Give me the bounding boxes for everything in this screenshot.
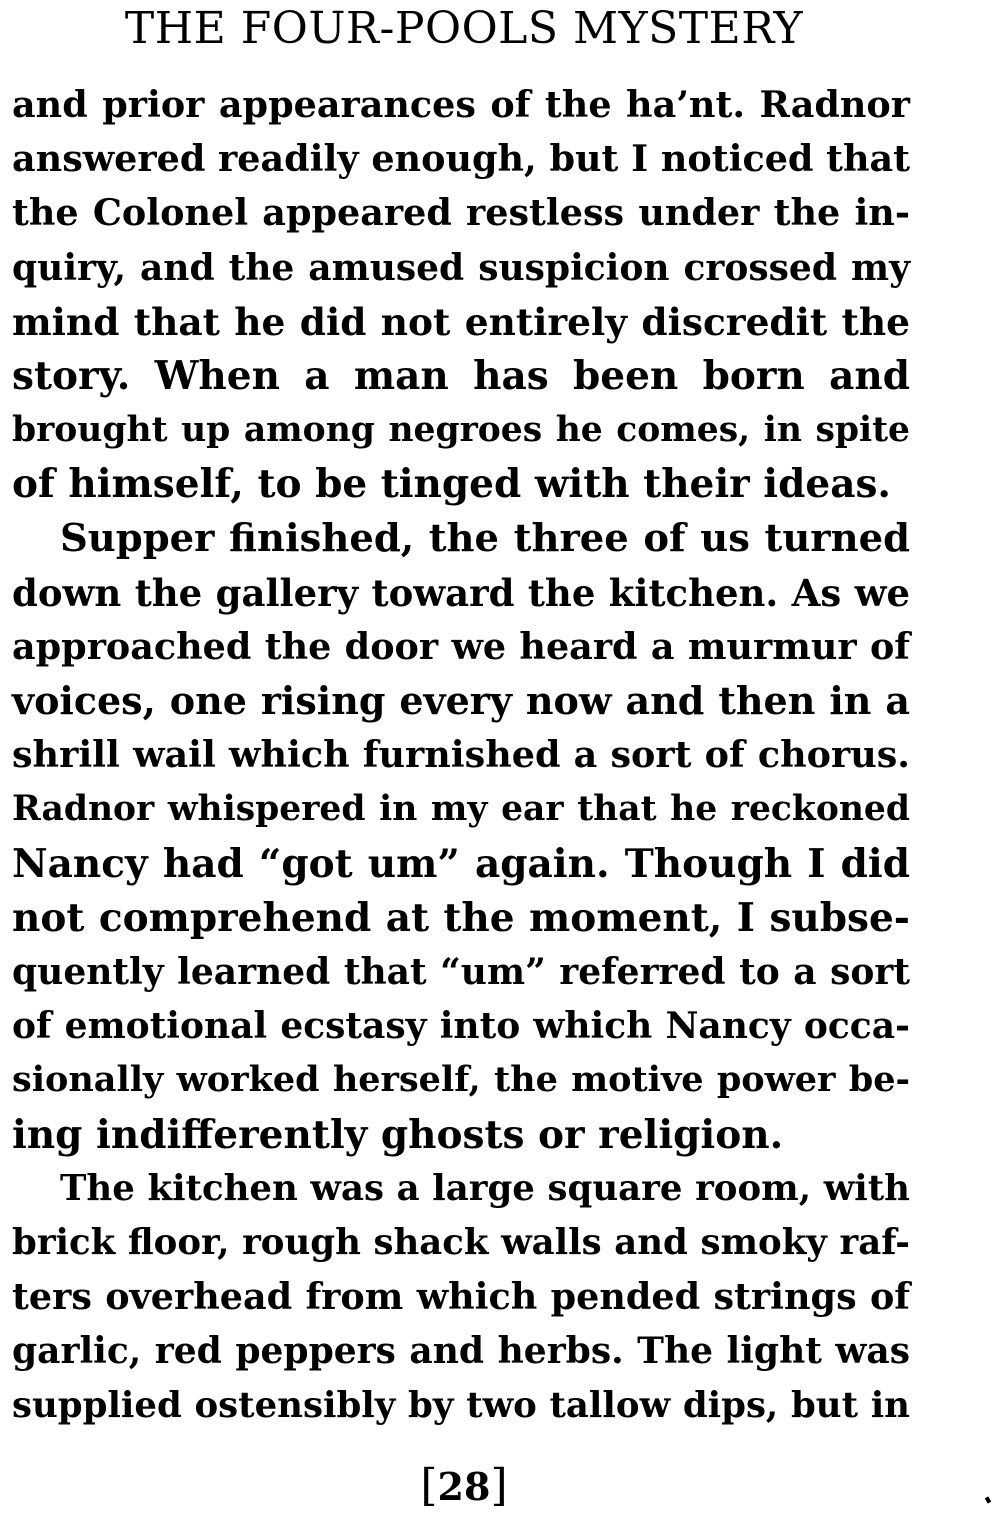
ink-speck	[985, 1496, 991, 1503]
folio-open-bracket: [	[420, 1460, 438, 1511]
text-line: Nancy had “got um” again. Though I did	[12, 840, 910, 887]
text-line: story. When a man has been born and	[12, 352, 910, 399]
text-line: ing indifferently ghosts or religion.	[12, 1111, 784, 1158]
text-line: the Colonel appeared restless under the in-	[12, 191, 910, 235]
text-line: shrill wail which furnished a sort of chorus.	[12, 733, 910, 777]
text-line: Radnor whispered in my ear that he reckoned	[12, 789, 910, 830]
text-line: ters overhead from which pended strings of	[12, 1275, 910, 1319]
paragraph-first-line: Supper finished, the three of us turned	[60, 515, 910, 561]
text-line: quently learned that “um” referred to a sort	[12, 951, 910, 993]
text-line: and prior appearances of the ha’nt. Radnor	[12, 83, 910, 126]
body-text	[12, 78, 910, 1433]
text-line: brought up among negroes he comes, in spite	[12, 410, 910, 451]
running-head: THE FOUR-POOLS MYSTERY	[124, 3, 804, 54]
folio-close-bracket: ]	[490, 1460, 508, 1511]
text-line: sionally worked herself, the motive power be-	[12, 1059, 910, 1101]
text-line: brick floor, rough shack walls and smoky raf-	[12, 1221, 910, 1263]
text-line: mind that he did not entirely discredit the	[12, 299, 910, 344]
paragraph-first-line: The kitchen was a large square room, with	[60, 1167, 910, 1209]
text-line: not comprehend at the moment, I subse-	[12, 894, 910, 941]
text-line: approached the door we heard a murmur of	[12, 624, 910, 668]
text-line: answered readily enough, but I noticed that	[12, 137, 911, 181]
text-line: down the gallery toward the kitchen. As we	[12, 570, 910, 615]
folio-number: 28	[437, 1464, 491, 1509]
text-line: of himself, to be tinged with their ideas.	[12, 461, 892, 508]
text-line: quiry, and the amused suspicion crossed my	[12, 246, 910, 289]
text-line: of emotional ecstasy into which Nancy occa-	[12, 1005, 910, 1048]
text-line: garlic, red peppers and herbs. The light was	[12, 1330, 910, 1373]
text-line: supplied ostensibly by two tallow dips, but in	[12, 1384, 910, 1426]
text-line: voices, one rising every now and then in a	[12, 678, 910, 724]
page-number	[0, 1458, 928, 1515]
